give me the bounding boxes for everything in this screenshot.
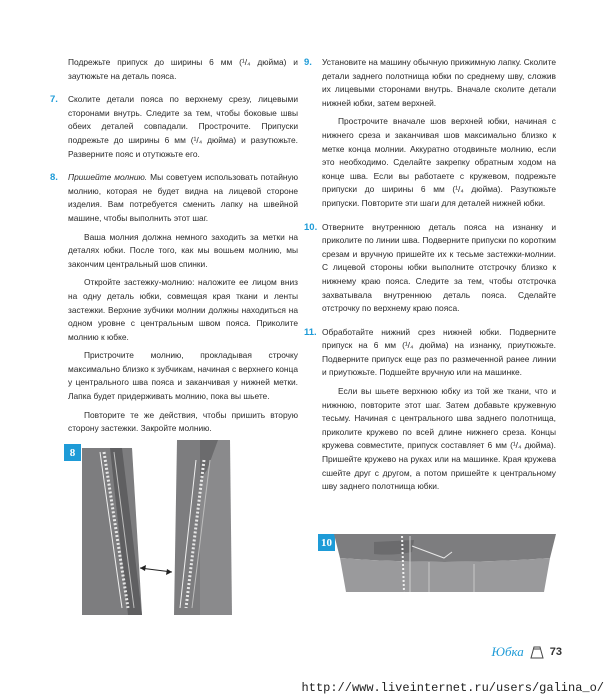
figure-label: 8 bbox=[64, 444, 81, 461]
step-number: 9. bbox=[304, 57, 312, 68]
step-7 bbox=[50, 93, 298, 161]
step-number: 8. bbox=[50, 172, 58, 184]
section-title: Юбка bbox=[491, 644, 524, 659]
step-11 bbox=[304, 326, 556, 380]
step-number: 11. bbox=[304, 326, 317, 338]
intro-text: Подрежьте припуск до ширины 6 мм (¹/₄ дюйма) и заутюжьте на деталь пояса. bbox=[68, 57, 298, 81]
paragraph: Прострочите вначале шов верхней юбки, начиная с нижнего среза и заканчивая шов максимально близко к метке конца молнии. Аккуратно отодвиньте молнию, если это необходимо. Сделайте закрепку обратным ходом на конце шва. Если вы работаете с кружевом, подрежьте припуски до ширины 6 мм (¹/₄ дюйма). Разутюжьте припуски. Повторите эти шаги для деталей нижней юбки. bbox=[322, 116, 556, 208]
paragraph: Пристрочите молнию, прокладывая строчку максимально близко к зубчикам, начиная с верхнего конца у центрального шва пояса и заканчивая у нижней метки. Лапка будет придерживать молнию, пока вы шьете. bbox=[68, 350, 298, 402]
step-text: Обработайте нижний срез нижней юбки. Подверните припуск на 6 мм (¹/₄ дюйма) на изнанку, приутюжьте. Подверните припуск еще раз по размеченной ранее линии и приутюжьте. Подшейте вручную или на машинке. bbox=[322, 326, 556, 378]
paragraph: Ваша молния должна немного заходить за метки на деталях юбки. После того, как мы вошьем молнию, мы закончим центральный шов спинки. bbox=[68, 231, 298, 269]
paragraph: Если вы шьете верхнюю юбку из той же ткани, что и нижнюю, повторите этот шаг. Затем добавьте кружевную тесьму. Начиная с центрального шва заднего полотнища, приколите кружево по всей длине нижнего среза. Концы кружева совместите, припуск составляет 6 мм (¹/₄ дюйма). Пришейте кружево на руках или на машинке. Края кружева сшейте друг с другом, а потом пришейте к центральному шву заднего полотнища юбки. bbox=[322, 386, 556, 492]
step-10 bbox=[304, 221, 556, 316]
step-8 bbox=[50, 171, 298, 225]
step-number: 7. bbox=[50, 94, 58, 106]
step-text: Сколите детали пояса по верхнему срезу, лицевыми сторонами внутрь. Следите за тем, чтобы боковые швы обеих деталей совпадали. Прострочите. Припуски подрежьте до ширины 6 мм (¹/₄ дюйма) и разутюжьте. Разверните пояс и отутюжьте его. bbox=[68, 94, 298, 159]
paragraph: Откройте застежку-молнию: наложите ее лицом вниз на одну деталь юбки, совмещая края ткани и ленты застежки. Верхние зубчики молнии должны находиться на одном уровне с центральным швом пояса. Приколите молнию к юбке. bbox=[68, 277, 298, 342]
step-text bbox=[68, 171, 298, 225]
step-9 bbox=[304, 56, 556, 110]
source-url[interactable]: http://www.liveinternet.ru/users/galina_o/ bbox=[301, 681, 604, 695]
page-number: 73 bbox=[549, 646, 562, 658]
step-title: Пришейте молнию. bbox=[68, 172, 148, 183]
step-body: Мы советуем использовать потайную молнию, которая не будет видна на лицевой стороне изделия. Вам потребуется сменить лапку на швейной машине, чтобы выполнить этот шаг. bbox=[68, 172, 298, 223]
figure-label: 10 bbox=[318, 534, 335, 551]
skirt-icon bbox=[530, 646, 544, 659]
figure-10-illustration bbox=[334, 532, 556, 592]
step-number: 10. bbox=[304, 221, 318, 233]
step-text: Установите на машину обычную прижимную лапку. Сколите детали заднего полотнища юбки по среднему шву, сложив их лицевыми сторонами внутрь. Вначале сколите детали нижней юбки, затем верхней. bbox=[322, 57, 556, 108]
paragraph: Повторите те же действия, чтобы пришить вторую сторону застежки. Закройте молнию. bbox=[68, 409, 298, 434]
right-column bbox=[304, 56, 556, 494]
left-column bbox=[50, 56, 298, 436]
step-text: Отверните внутреннюю деталь пояса на изнанку и приколите по линии шва. Подверните припуски по коротким срезам и вручную пришейте их к тесьме застежки-молнии. С лицевой стороны юбки выполните отстрочку близко к нижнему краю пояса. Следите за тем, чтобы отстрочка захватывала внутреннюю деталь пояса. Сделайте отстрочку по верхнему краю пояса. bbox=[322, 221, 556, 314]
page-footer bbox=[492, 644, 562, 660]
figure-8-illustration bbox=[82, 440, 262, 615]
